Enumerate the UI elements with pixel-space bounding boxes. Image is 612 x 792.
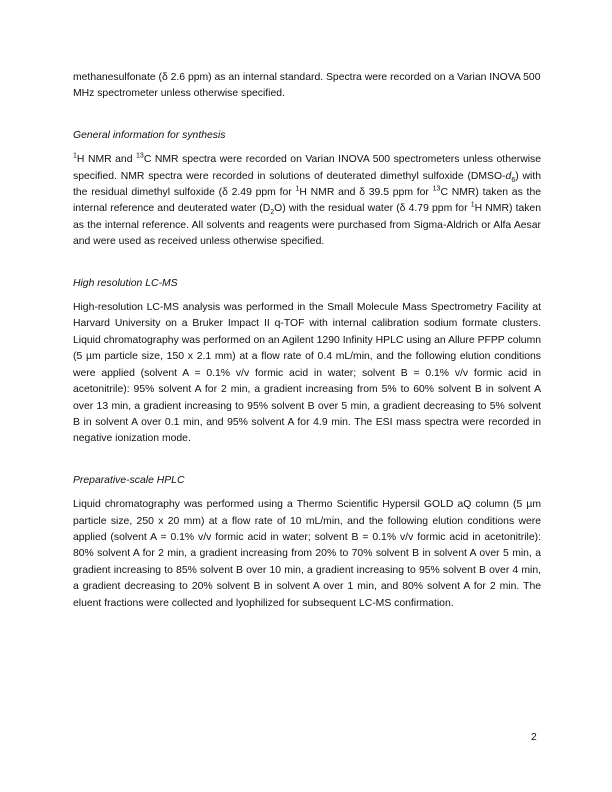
text-run: C NMR spectra were recorded on Varian INOVA 500 spectrometers unless otherwise specified. NMR spectra were recorded in solutions of deuterated dimethyl sulfoxide (DMSO- (73, 154, 541, 182)
subscript-2: 2 (270, 209, 275, 217)
page-content (73, 70, 541, 612)
section-paragraph: Liquid chromatography was performed using a Thermo Scientific Hypersil GOLD aQ column (5 µm particle size, 250 x 20 mm) at a flow rate of 10 mL/min, and the following elution conditions were applied (solvent A = 0.1% v/v formic acid in water; solvent B = 0.1% v/v formic acid in acetonitrile): 80% solvent A for 2 min, a gradient increasing from 20% to 70% solvent B in solvent A over 5 min, a gradient increasing to 85% solvent B over 10 min, a gradient increasing to 95% solvent B over 4 min, a gradient decreasing to 20% solvent B in solvent A over 1 min, and 80% solvent A for 2 min. The eluent fractions were collected and lyophilized for subsequent LC-MS confirmation. (73, 499, 541, 609)
section-paragraph (73, 152, 541, 250)
text-run: ) with the residual dimethyl sulfoxide (δ 2.49 ppm for (73, 170, 541, 199)
section-lcms (73, 276, 541, 448)
section-paragraph: High-resolution LC-MS analysis was performed in the Small Molecule Mass Spectrometry Facility at Harvard University on a Bruker Impact II q-TOF with internal calibration sodium formate clusters. Liquid chromatography was performed on an Agilent 1290 Infinity HPLC using an Allure PFPP column (5 µm particle size, 150 x 2.1 mm) at a flow rate of 0.4 mL/min, and the following elution conditions were applied (solvent A = 0.1% v/v formic acid in water; solvent B = 0.1% v/v formic acid in acetonitrile): 95% solvent A for 2 min, a gradient increasing from 5% to 60% solvent B in solvent A over 13 min, a gradient increasing to 95% solvent B over 5 min, a gradient decreasing to 5% solvent B in solvent A over 0.1 min, and 95% solvent A for 4.9 min. The ESI mass spectra were recorded in negative ionization mode. (73, 302, 541, 445)
superscript-13: 13 (136, 152, 144, 160)
subscript-6: 6 (511, 176, 516, 184)
italic-d: d (505, 170, 512, 182)
superscript-13: 13 (432, 185, 441, 193)
superscript-1: 1 (73, 152, 77, 160)
page-number: 2 (531, 732, 537, 743)
section-prep-hplc (73, 473, 541, 612)
section-heading: General information for synthesis (73, 129, 226, 141)
text-run: H NMR and (76, 154, 137, 166)
intro-paragraph: methanesulfonate (δ 2.6 ppm) as an internal standard. Spectra were recorded on a Varian INOVA 500 MHz spectrometer unless otherwise specified. (73, 72, 541, 100)
text-run: H NMR and δ 39.5 ppm for (299, 187, 433, 199)
text-run: H NMR) taken as the internal reference. All solvents and reagents were purchased from Sigma-Aldrich or Alfa Aesar and were used as received unless otherwise specified. (73, 203, 541, 248)
superscript-1: 1 (295, 185, 300, 193)
superscript-1: 1 (470, 201, 475, 209)
section-heading: Preparative-scale HPLC (73, 474, 185, 486)
text-run: O) with the residual water (δ 4.79 ppm for (274, 203, 471, 215)
section-general-synthesis (73, 128, 541, 251)
section-heading: High resolution LC-MS (73, 277, 178, 289)
text-run: C NMR) taken as the internal reference and deuterated water (D (73, 187, 541, 215)
